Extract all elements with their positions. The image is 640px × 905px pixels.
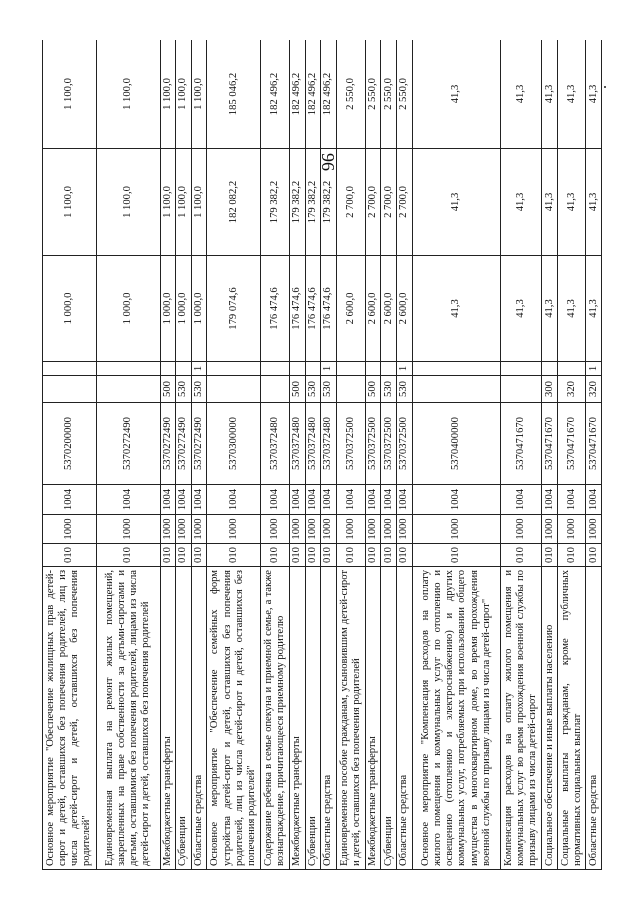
amount-year-3: 41,3 xyxy=(586,40,602,149)
target-article-code: 5370272490 xyxy=(160,403,176,485)
subsection-code: 1004 xyxy=(365,485,381,515)
amount-year-2: 1 100,0 xyxy=(191,149,207,256)
amount-year-2: 41,3 xyxy=(542,149,558,256)
expense-type-code: 530 xyxy=(396,376,412,403)
amount-year-1: 41,3 xyxy=(542,256,558,362)
section-code: 1000 xyxy=(261,515,290,544)
source-code xyxy=(96,362,160,376)
expense-type-code xyxy=(43,376,97,403)
source-code xyxy=(160,362,176,376)
amount-year-2: 2 700,0 xyxy=(396,149,412,256)
amount-year-3: 182 496,2 xyxy=(261,40,290,149)
row-name: Содержание ребенка в семье опекуна и приемной семье, а также вознаграждение, причитающееся приемному родителю xyxy=(261,567,290,870)
row-name: Областные средства xyxy=(586,567,602,870)
subsection-code: 1004 xyxy=(501,485,542,515)
subsection-code: 1004 xyxy=(381,485,397,515)
ministry-code: 010 xyxy=(381,544,397,567)
amount-year-2: 41,3 xyxy=(501,149,542,256)
target-article-code: 5370372480 xyxy=(289,403,305,485)
source-code xyxy=(207,362,261,376)
ministry-code: 010 xyxy=(558,544,586,567)
amount-year-1: 2 600,0 xyxy=(336,256,365,362)
table-row xyxy=(43,40,97,870)
source-code xyxy=(176,362,192,376)
ministry-code: 010 xyxy=(501,544,542,567)
amount-year-2: 2 700,0 xyxy=(336,149,365,256)
ministry-code: 010 xyxy=(289,544,305,567)
target-article-code: 5370372480 xyxy=(261,403,290,485)
row-name: Основное мероприятие "Обеспечение жилищных прав детей-сирот и детей, оставшихся без попечения родителей, лиц из числа детей-сирот и детей, оставшихся без попечения родителей" xyxy=(43,567,97,870)
section-code: 1000 xyxy=(396,515,412,544)
amount-year-3: 41,3 xyxy=(501,40,542,149)
expense-type-code xyxy=(261,376,290,403)
row-name: Субвенции xyxy=(381,567,397,870)
expense-type-code: 300 xyxy=(542,376,558,403)
subsection-code: 1004 xyxy=(43,485,97,515)
source-code xyxy=(501,362,542,376)
table-row xyxy=(261,40,290,870)
row-name: Межбюджетные трансферты xyxy=(289,567,305,870)
amount-year-3: 2 550,0 xyxy=(396,40,412,149)
amount-year-1: 41,3 xyxy=(558,256,586,362)
ministry-code: 010 xyxy=(365,544,381,567)
table-row xyxy=(412,40,501,870)
ministry-code: 010 xyxy=(542,544,558,567)
amount-year-1: 1 000,0 xyxy=(96,256,160,362)
ministry-code: 010 xyxy=(96,544,160,567)
table-body xyxy=(43,40,602,870)
target-article-code: 5370272490 xyxy=(96,403,160,485)
source-code xyxy=(365,362,381,376)
table-row xyxy=(305,40,321,870)
subsection-code: 1004 xyxy=(289,485,305,515)
amount-year-3: 1 100,0 xyxy=(96,40,160,149)
scan-speck xyxy=(604,86,606,88)
ministry-code: 010 xyxy=(396,544,412,567)
target-article-code: 5370200000 xyxy=(43,403,97,485)
table-row xyxy=(289,40,305,870)
amount-year-3: 2 550,0 xyxy=(336,40,365,149)
expense-type-code: 530 xyxy=(191,376,207,403)
table-row xyxy=(365,40,381,870)
section-code: 1000 xyxy=(160,515,176,544)
section-code: 1000 xyxy=(412,515,501,544)
source-code: 1 xyxy=(396,362,412,376)
table-row xyxy=(501,40,542,870)
target-article-code: 5370400000 xyxy=(412,403,501,485)
target-article-code: 5370372500 xyxy=(396,403,412,485)
amount-year-2: 41,3 xyxy=(586,149,602,256)
row-name: Единовременная выплата на ремонт жилых помещений, закрепленных на праве собственности за детьми-сиротами и детьми, оставшимися без попечения родителей, лицами из числа детей-сирот и детей, оставшихся без попечения родителей xyxy=(96,567,160,870)
table-row xyxy=(191,40,207,870)
target-article-code: 5370471670 xyxy=(558,403,586,485)
section-code: 1000 xyxy=(207,515,261,544)
source-code xyxy=(558,362,586,376)
section-code: 1000 xyxy=(321,515,337,544)
amount-year-2: 179 382,2 xyxy=(321,149,337,256)
expense-type-code xyxy=(336,376,365,403)
section-code: 1000 xyxy=(43,515,97,544)
target-article-code: 5370372480 xyxy=(305,403,321,485)
amount-year-2: 179 382,2 xyxy=(261,149,290,256)
amount-year-2: 179 382,2 xyxy=(305,149,321,256)
table-row xyxy=(207,40,261,870)
target-article-code: 5370471670 xyxy=(501,403,542,485)
subsection-code: 1004 xyxy=(160,485,176,515)
table-row xyxy=(321,40,337,870)
expense-type-code: 500 xyxy=(160,376,176,403)
ministry-code: 010 xyxy=(191,544,207,567)
amount-year-1: 176 474,6 xyxy=(321,256,337,362)
section-code: 1000 xyxy=(305,515,321,544)
section-code: 1000 xyxy=(542,515,558,544)
subsection-code: 1004 xyxy=(558,485,586,515)
amount-year-3: 2 550,0 xyxy=(381,40,397,149)
subsection-code: 1004 xyxy=(321,485,337,515)
source-code: 1 xyxy=(586,362,602,376)
row-name: Единовременное пособие гражданам, усыновившим детей-сирот и детей, оставшихся без попечения родителей xyxy=(336,567,365,870)
amount-year-3: 1 100,0 xyxy=(160,40,176,149)
amount-year-1: 1 000,0 xyxy=(176,256,192,362)
section-code: 1000 xyxy=(501,515,542,544)
amount-year-3: 1 100,0 xyxy=(43,40,97,149)
amount-year-3: 182 496,2 xyxy=(305,40,321,149)
source-code xyxy=(381,362,397,376)
table-row xyxy=(381,40,397,870)
amount-year-2: 1 100,0 xyxy=(96,149,160,256)
target-article-code: 5370372480 xyxy=(321,403,337,485)
page-number: 96 xyxy=(318,153,338,171)
subsection-code: 1004 xyxy=(305,485,321,515)
row-name: Компенсация расходов на оплату жилого помещения и коммунальных услуг во время прохождения военной службы по призыву лицами из числа детей-сирот xyxy=(501,567,542,870)
amount-year-2: 41,3 xyxy=(558,149,586,256)
row-name: Социальные выплаты гражданам, кроме публичных нормативных социальных выплат xyxy=(558,567,586,870)
row-name: Основное мероприятие "Компенсация расходов на оплату жилого помещения и коммунальных услуг по отоплению и освещению (отоплению и электроснабжению) и других коммунальных услуг, потребляемых при использовании общего имущества в многоквартирном доме, во время прохождения военной службы по призыву лицами из числа детей-сирот" xyxy=(412,567,501,870)
section-code: 1000 xyxy=(96,515,160,544)
expense-type-code xyxy=(412,376,501,403)
target-article-code: 5370372500 xyxy=(365,403,381,485)
source-code xyxy=(336,362,365,376)
source-code xyxy=(542,362,558,376)
amount-year-1: 176 474,6 xyxy=(261,256,290,362)
table-row xyxy=(176,40,192,870)
source-code: 1 xyxy=(191,362,207,376)
source-code xyxy=(305,362,321,376)
row-name: Межбюджетные трансферты xyxy=(365,567,381,870)
target-article-code: 5370471670 xyxy=(542,403,558,485)
ministry-code: 010 xyxy=(207,544,261,567)
budget-table xyxy=(42,40,602,870)
table-row xyxy=(586,40,602,870)
target-article-code: 5370471670 xyxy=(586,403,602,485)
target-article-code: 5370272490 xyxy=(191,403,207,485)
subsection-code: 1004 xyxy=(412,485,501,515)
table-row xyxy=(542,40,558,870)
amount-year-1: 41,3 xyxy=(501,256,542,362)
subsection-code: 1004 xyxy=(542,485,558,515)
ministry-code: 010 xyxy=(586,544,602,567)
amount-year-2: 1 100,0 xyxy=(43,149,97,256)
amount-year-3: 1 100,0 xyxy=(191,40,207,149)
ministry-code: 010 xyxy=(43,544,97,567)
source-code xyxy=(412,362,501,376)
section-code: 1000 xyxy=(365,515,381,544)
amount-year-3: 182 496,2 xyxy=(289,40,305,149)
target-article-code: 5370372500 xyxy=(336,403,365,485)
subsection-code: 1004 xyxy=(176,485,192,515)
source-code xyxy=(289,362,305,376)
amount-year-3: 1 100,0 xyxy=(176,40,192,149)
expense-type-code: 530 xyxy=(381,376,397,403)
ministry-code: 010 xyxy=(412,544,501,567)
amount-year-1: 1 000,0 xyxy=(43,256,97,362)
row-name: Межбюджетные трансферты xyxy=(160,567,176,870)
subsection-code: 1004 xyxy=(396,485,412,515)
amount-year-3: 41,3 xyxy=(558,40,586,149)
table-row xyxy=(336,40,365,870)
table-row xyxy=(558,40,586,870)
subsection-code: 1004 xyxy=(191,485,207,515)
row-name: Областные средства xyxy=(396,567,412,870)
ministry-code: 010 xyxy=(176,544,192,567)
expense-type-code: 530 xyxy=(321,376,337,403)
amount-year-2: 2 700,0 xyxy=(365,149,381,256)
section-code: 1000 xyxy=(176,515,192,544)
amount-year-2: 2 700,0 xyxy=(381,149,397,256)
expense-type-code xyxy=(96,376,160,403)
section-code: 1000 xyxy=(191,515,207,544)
amount-year-3: 185 046,2 xyxy=(207,40,261,149)
row-name: Субвенции xyxy=(305,567,321,870)
ministry-code: 010 xyxy=(160,544,176,567)
subsection-code: 1004 xyxy=(586,485,602,515)
expense-type-code xyxy=(501,376,542,403)
source-code: 1 xyxy=(321,362,337,376)
amount-year-1: 41,3 xyxy=(412,256,501,362)
subsection-code: 1004 xyxy=(207,485,261,515)
subsection-code: 1004 xyxy=(261,485,290,515)
amount-year-1: 1 000,0 xyxy=(160,256,176,362)
rotated-table-frame xyxy=(42,40,602,870)
row-name: Областные средства xyxy=(191,567,207,870)
amount-year-1: 179 074,6 xyxy=(207,256,261,362)
expense-type-code: 320 xyxy=(558,376,586,403)
source-code xyxy=(261,362,290,376)
target-article-code: 5370300000 xyxy=(207,403,261,485)
amount-year-1: 176 474,6 xyxy=(289,256,305,362)
amount-year-1: 176 474,6 xyxy=(305,256,321,362)
ministry-code: 010 xyxy=(305,544,321,567)
amount-year-1: 2 600,0 xyxy=(396,256,412,362)
amount-year-1: 1 000,0 xyxy=(191,256,207,362)
amount-year-2: 182 082,2 xyxy=(207,149,261,256)
amount-year-2: 179 382,2 xyxy=(289,149,305,256)
subsection-code: 1004 xyxy=(336,485,365,515)
expense-type-code: 320 xyxy=(586,376,602,403)
row-name: Областные средства xyxy=(321,567,337,870)
source-code xyxy=(43,362,97,376)
amount-year-2: 41,3 xyxy=(412,149,501,256)
section-code: 1000 xyxy=(558,515,586,544)
ministry-code: 010 xyxy=(336,544,365,567)
amount-year-1: 41,3 xyxy=(586,256,602,362)
row-name: Основное мероприятие "Обеспечение семейных форм устройства детей-сирот и детей, оставшихся без попечения родителей, лиц из числа детей-сирот и детей, оставшихся без попечения родителей" xyxy=(207,567,261,870)
subsection-code: 1004 xyxy=(96,485,160,515)
expense-type-code: 500 xyxy=(289,376,305,403)
amount-year-2: 1 100,0 xyxy=(176,149,192,256)
section-code: 1000 xyxy=(381,515,397,544)
ministry-code: 010 xyxy=(321,544,337,567)
section-code: 1000 xyxy=(289,515,305,544)
amount-year-3: 41,3 xyxy=(542,40,558,149)
expense-type-code: 500 xyxy=(365,376,381,403)
section-code: 1000 xyxy=(336,515,365,544)
section-code: 1000 xyxy=(586,515,602,544)
row-name: Социальное обеспечение и иные выплаты населению xyxy=(542,567,558,870)
target-article-code: 5370372500 xyxy=(381,403,397,485)
ministry-code: 010 xyxy=(261,544,290,567)
table-row xyxy=(396,40,412,870)
amount-year-1: 2 600,0 xyxy=(381,256,397,362)
amount-year-2: 1 100,0 xyxy=(160,149,176,256)
amount-year-3: 2 550,0 xyxy=(365,40,381,149)
budget-table-container xyxy=(42,40,602,870)
row-name: Субвенции xyxy=(176,567,192,870)
amount-year-1: 2 600,0 xyxy=(365,256,381,362)
table-row xyxy=(96,40,160,870)
expense-type-code: 530 xyxy=(176,376,192,403)
amount-year-3: 41,3 xyxy=(412,40,501,149)
table-row xyxy=(160,40,176,870)
target-article-code: 5370272490 xyxy=(176,403,192,485)
amount-year-3: 182 496,2 xyxy=(321,40,337,149)
expense-type-code: 530 xyxy=(305,376,321,403)
expense-type-code xyxy=(207,376,261,403)
